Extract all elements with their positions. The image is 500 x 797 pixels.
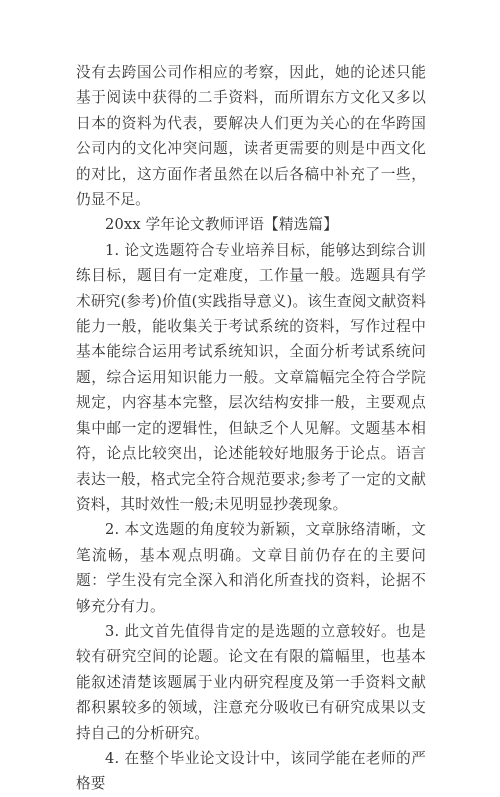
comment-item-3: 3. 此文首先值得肯定的是选题的立意较好。也是较有研究空间的论题。论文在有限的篇幅里，也基本能叙述清楚该题属于业内研究程度及第一手资料文献都积累较多的领域，注意充分吸收已有研究成果以支持自己的分析研究。 <box>76 622 426 742</box>
section-heading: 20xx 学年论文教师评语【精选篇】 <box>105 216 338 234</box>
intro-paragraph: 没有去跨国公司作相应的考察，因此，她的论述只能基于阅读中获得的二手资料，而所谓东方文化又多以日本的资料为代表，要解决人们更为关心的在华跨国公司内的文化冲突问题，读者更需要的则是中西文化的对比，这方面作者虽然在以后各稿中补充了一些，仍显不足。 <box>76 64 426 209</box>
comment-item-2: 2. 本文选题的角度较为新颖，文章脉络清晰，文笔流畅，基本观点明确。文章目前仍存在的主要问题：学生没有完全深入和消化所查找的资料，论据不够充分有力。 <box>76 521 426 615</box>
comment-item-4: 4. 在整个毕业论文设计中，该同学能在老师的严格要 <box>76 749 426 793</box>
comment-item-1: 1. 论文选题符合专业培养目标，能够达到综合训练目标，题目有一定难度，工作量一般。选题具有学术研究(参考)价值(实践指导意义)。该生查阅文献资料能力一般，能收集关于考试系统的资料，写作过程中基本能综合运用考试系统知识，全面分析考试系统问题，综合运用知识能力一般。文章篇幅完全符合学院规定，内容基本完整，层次结构安排一般，主要观点集中邮一定的逻辑性，但缺乏个人见解。文题基本相符，论点比较突出，论述能较好地服务于论点。语言表达一般，格式完全符合规范要求;参考了一定的文献资料，其时效性一般;未见明显抄袭现象。 <box>76 241 426 513</box>
document-body <box>76 60 426 797</box>
